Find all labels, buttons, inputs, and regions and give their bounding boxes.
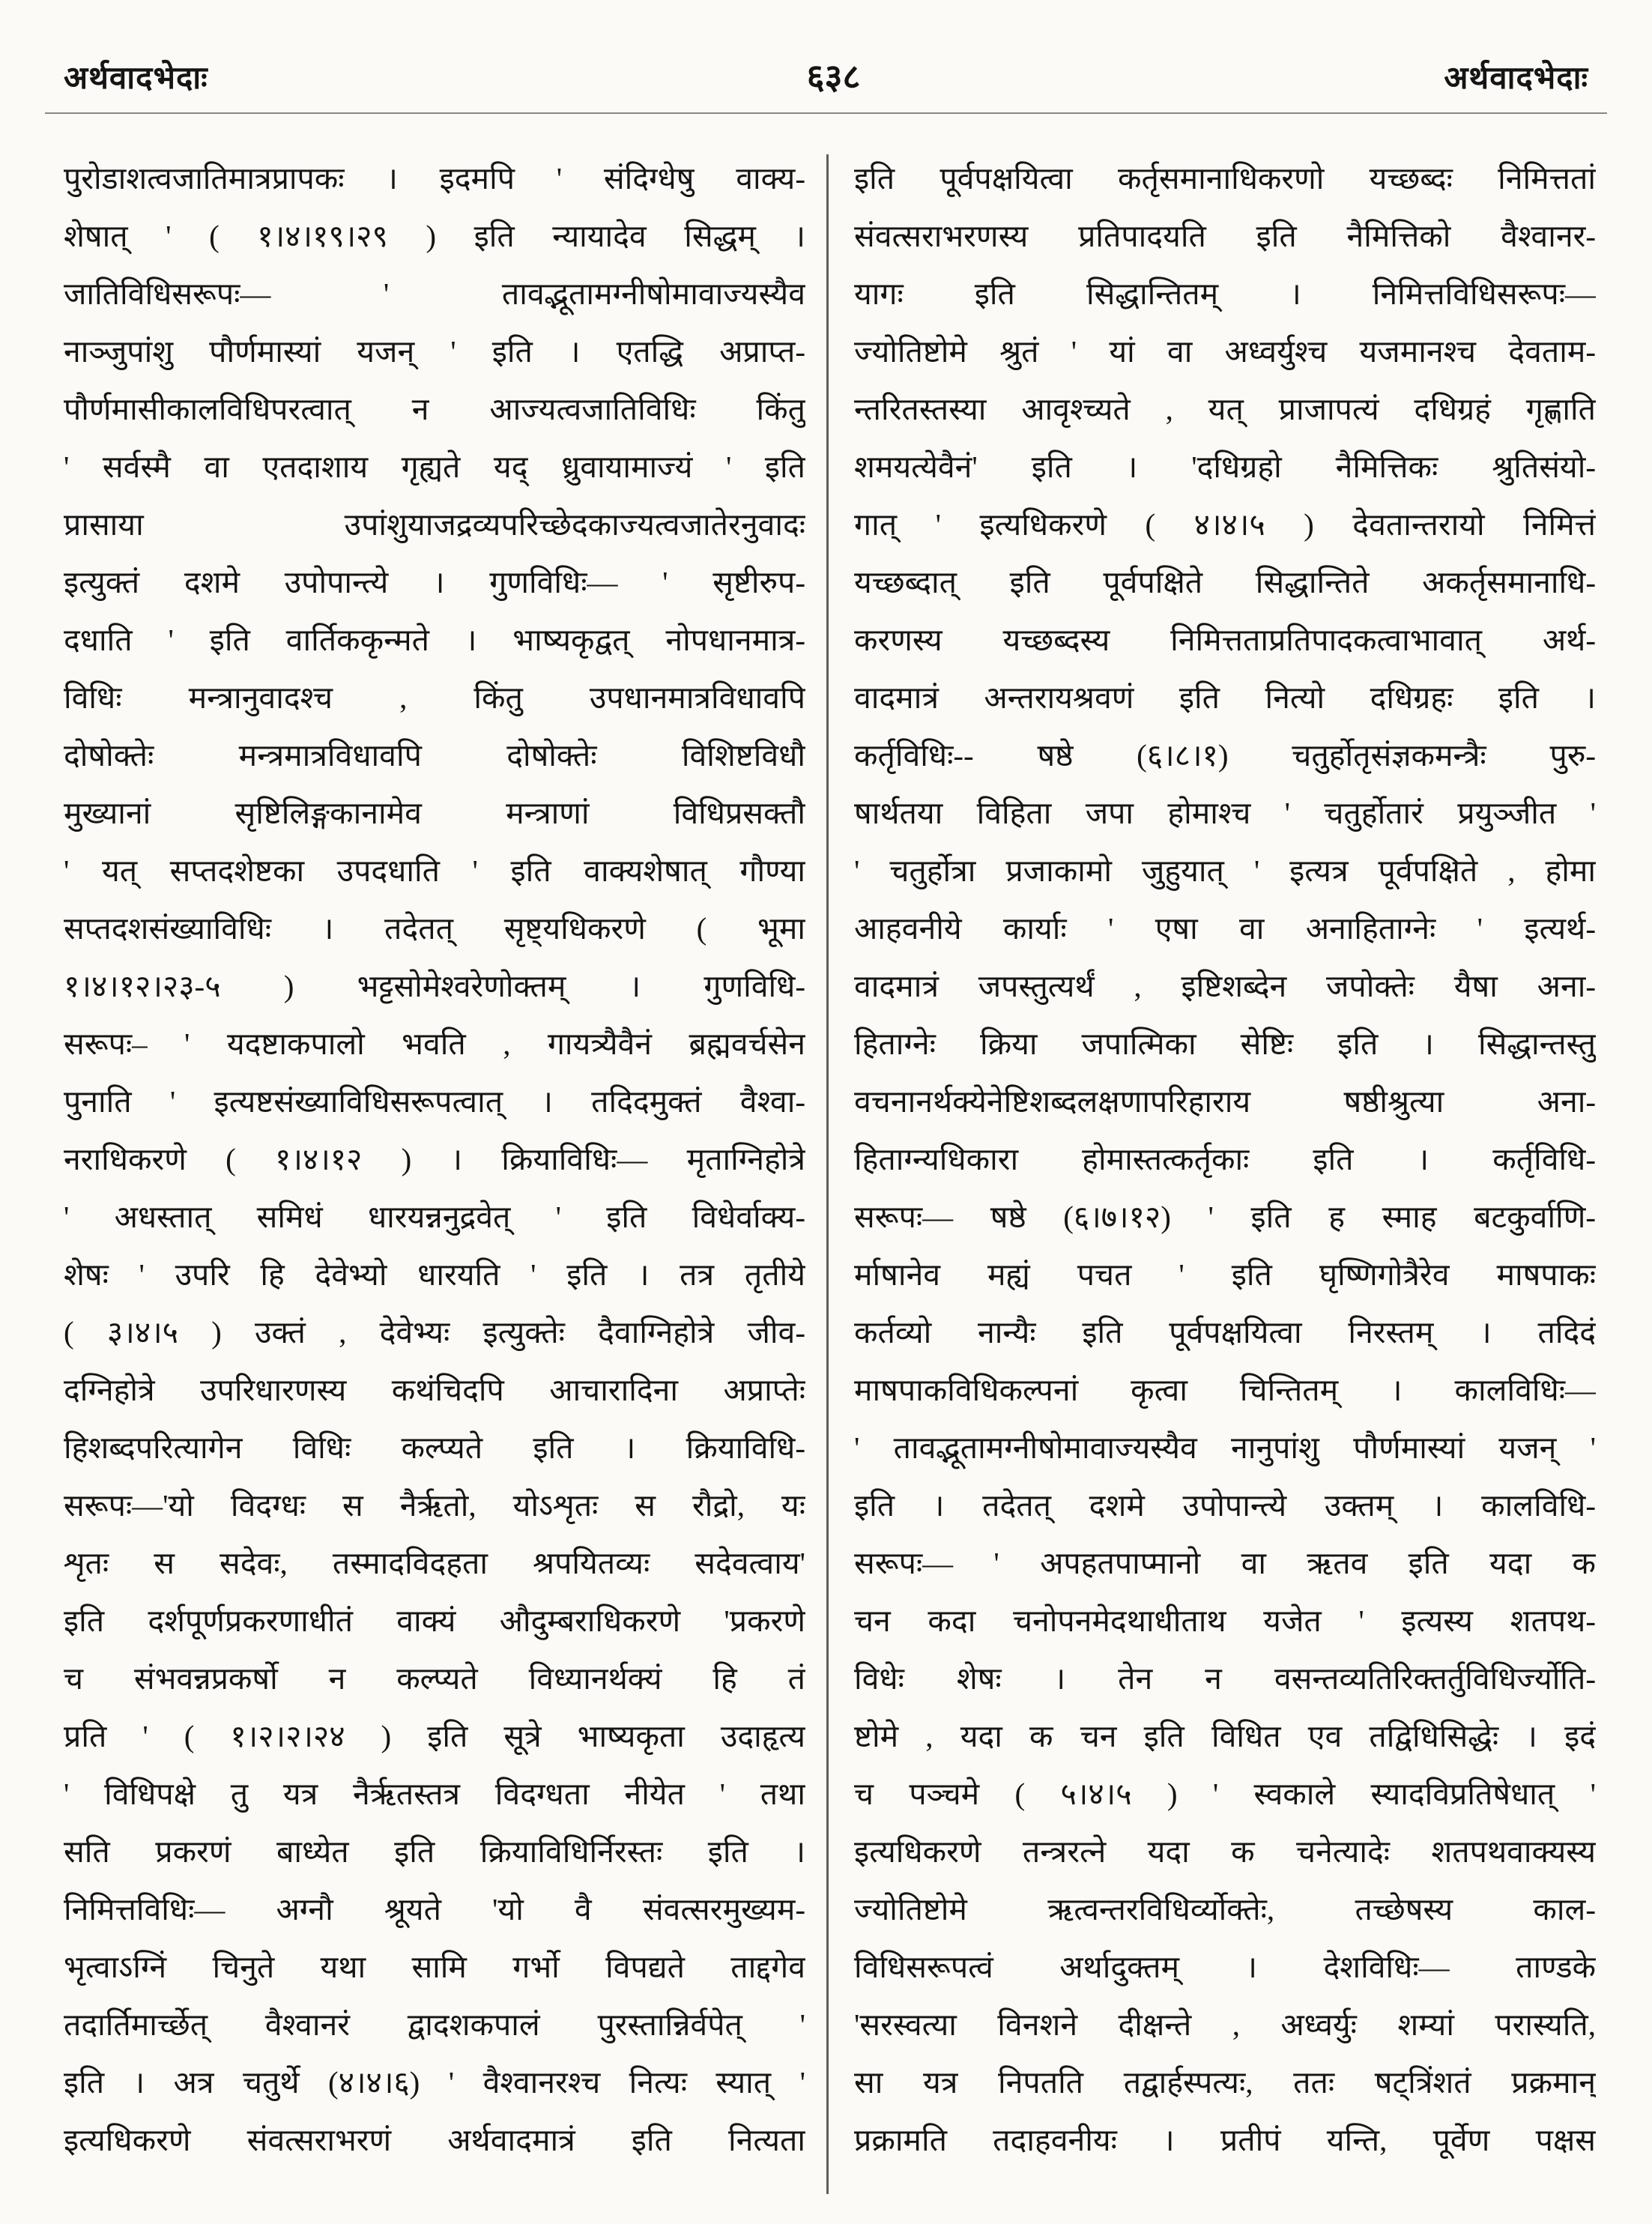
text-line: पौर्णमासीकालविधिपरत्वात् न आज्यत्वजातिविधिः किंतु	[64, 392, 805, 426]
text-line: सप्तदशसंख्याविधिः । तदेतत् सृष्ट्यधिकरणे ( भूमा	[64, 911, 805, 946]
text-line: हिताग्न्यधिकारा होमास्तत्कर्तृकाः इति । कर्तृविधि-	[854, 1142, 1596, 1176]
text-line: इति । तदेतत् दशमे उपोपान्त्ये उक्तम् । कालविधि-	[854, 1488, 1596, 1523]
text-line: र्माषानेव मह्यं पचत ' इति घृष्णिगोत्रैरेव माषपाकः	[854, 1257, 1596, 1292]
text-line: सरूपः— षष्ठे (६।७।१२) ' इति ह स्माह बटकुर्वाणि-	[854, 1200, 1596, 1234]
text-line: वादमात्रं जपस्तुत्यर्थं , इष्टिशब्देन जपोक्तेः यैषा अना-	[854, 969, 1596, 1003]
text-line: विधेः शेषः । तेन न वसन्तव्यतिरिक्तर्तुविधिर्ज्योति-	[854, 1661, 1596, 1696]
text-line: शेषात् ' ( १।४।१९।२९ ) इति न्यायादेव सिद्धम् ।	[64, 219, 805, 253]
left-column	[64, 150, 826, 2194]
text-line: दोषोक्तेः मन्त्रमात्रविधावपि दोषोक्तेः विशिष्टविधौ	[64, 738, 805, 773]
page-number: ६३८	[806, 58, 861, 96]
right-column	[829, 150, 1596, 2194]
text-line: कर्तव्यो नान्यैः इति पूर्वपक्षयित्वा निरस्तम् । तदिदं	[854, 1315, 1596, 1350]
text-line: गात् ' इत्यधिकरणे ( ४।४।५ ) देवतान्तरायो निमित्तं	[854, 507, 1596, 542]
text-line: ( ३।४।५ ) उक्तं , देवेभ्यः इत्युक्तेः दैवाग्निहोत्रे जीव-	[64, 1315, 805, 1350]
text-line: न्तरितस्तस्या आवृश्च्यते , यत् प्राजापत्यं दधिग्रहं गृह्णाति	[854, 392, 1596, 426]
text-line: पुरोडाशत्वजातिमात्रप्रापकः । इदमपि ' संदिग्धेषु वाक्य-	[64, 161, 805, 196]
text-line: विधिः मन्त्रानुवादश्च , किंतु उपधानमात्रविधावपि	[64, 680, 805, 715]
text-line: ' अधस्तात् समिधं धारयन्ननुद्रवेत् ' इति विधेर्वाक्य-	[64, 1200, 805, 1234]
text-line: शेषः ' उपरि हि देवेभ्यो धारयति ' इति । तत्र तृतीये	[64, 1257, 805, 1292]
text-line: नराधिकरणे ( १।४।१२ ) । क्रियाविधिः— मृताग्निहोत्रे	[64, 1142, 805, 1176]
text-line: चन कदा चनोपनमेदथाधीताथ यजेत ' इत्यस्य शतपथ-	[854, 1604, 1596, 1638]
text-line: सरूपः—'यो विदग्धः स नैर्ऋतो, योऽशृतः स रौद्रो, यः	[64, 1488, 805, 1523]
text-line: दधाति ' इति वार्तिककृन्मते । भाष्यकृद्वत् नोपधानमात्र-	[64, 623, 805, 657]
text-columns	[64, 150, 1596, 2194]
text-line: माषपाकविधिकल्पनां कृत्वा चिन्तितम् । कालविधिः—	[854, 1373, 1596, 1407]
text-line: च पञ्चमे ( ५।४।५ ) ' स्वकाले स्यादविप्रतिषेधात् '	[854, 1777, 1596, 1811]
text-line: सति प्रकरणं बाध्येत इति क्रियाविधिर्निरस्तः इति ।	[64, 1834, 805, 1869]
text-line: इत्यधिकरणे तन्त्ररत्ने यदा क चनेत्यादेः शतपथवाक्यस्य	[854, 1834, 1596, 1869]
text-line: इत्युक्तं दशमे उपोपान्त्ये । गुणविधिः— ' सृष्टीरुप-	[64, 565, 805, 599]
text-line: कर्तृविधिः-- षष्ठे (६।८।१) चतुर्होतृसंज्ञकमन्त्रैः पुरु-	[854, 738, 1596, 773]
text-line: ज्योतिष्टोमे ऋत्वन्तरविधिर्व्योक्तेः, तच्छेषस्य काल-	[854, 1892, 1596, 1927]
page-header	[64, 52, 1588, 99]
text-line: नाञ्जुपांशु पौर्णमास्यां यजन् ' इति । एतद्धि अप्राप्त-	[64, 334, 805, 369]
text-line: १।४।१२।२३-५ ) भट्टसोमेश्वरेणोक्तम् । गुणविधि-	[64, 969, 805, 1003]
text-line: शृतः स सदेवः, तस्मादविदहता श्रपयितव्यः सदेवत्वाय'	[64, 1546, 805, 1580]
text-line: निमित्तविधिः— अग्नौ श्रूयते 'यो वै संवत्सरमुख्यम-	[64, 1892, 805, 1927]
header-rule	[45, 112, 1607, 114]
text-line: प्रासाया उपांशुयाजद्रव्यपरिच्छेदकाज्यत्वजातेरनुवादः	[64, 507, 805, 542]
text-line: वचनानर्थक्येनेष्टिशब्दलक्षणापरिहाराय षष्ठीश्रुत्या अना-	[854, 1084, 1596, 1119]
column-divider	[826, 154, 829, 2194]
text-line: ष्टोमे , यदा क चन इति विधित एव तद्विधिसिद्धेः । इदं	[854, 1719, 1596, 1753]
text-line: यच्छब्दात् इति पूर्वपक्षिते सिद्धान्तिते अकर्तृसमानाधि-	[854, 565, 1596, 599]
text-line: तदार्तिमार्च्छेत् वैश्वानरं द्वादशकपालं पुरस्तान्निर्वपेत् '	[64, 2007, 805, 2042]
text-line: विधिसरूपत्वं अर्थादुक्तम् । देशविधिः— ताण्डके	[854, 1950, 1596, 1984]
text-line: जातिविधिसरूपः— ' तावद्भूतामग्नीषोमावाज्यस्यैव	[64, 277, 805, 311]
text-line: इति दर्शपूर्णप्रकरणाधीतं वाक्यं औदुम्बराधिकरणे 'प्रकरणे	[64, 1604, 805, 1638]
text-line: भृत्वाऽग्निं चिनुते यथा सामि गर्भो विपद्यते ताद्दगेव	[64, 1950, 805, 1984]
text-line: षार्थतया विहिता जपा होमाश्च ' चतुर्होतारं प्रयुञ्जीत '	[854, 796, 1596, 830]
text-line: संवत्सराभरणस्य प्रतिपादयति इति नैमित्तिको वैश्वानर-	[854, 219, 1596, 253]
running-title-right: अर्थवादभेदाः	[1444, 61, 1588, 96]
text-line: मुख्यानां सृष्टिलिङ्गकानामेव मन्त्राणां विधिप्रसक्तौ	[64, 796, 805, 830]
text-line: शमयत्येवैनं' इति । 'दधिग्रहो नैमित्तिकः श्रुतिसंयो-	[854, 450, 1596, 484]
text-line: ' तावद्भूतामग्नीषोमावाज्यस्यैव नानुपांशु पौर्णमास्यां यजन् '	[854, 1430, 1596, 1465]
text-line: सरूपः– ' यदष्टाकपालो भवति , गायत्र्यैवैनं ब्रह्मवर्चसेन	[64, 1027, 805, 1061]
text-line: करणस्य यच्छब्दस्य निमित्तताप्रतिपादकत्वाभावात् अर्थ-	[854, 623, 1596, 657]
text-line: आहवनीये कार्याः ' एषा वा अनाहिताग्नेः ' इत्यर्थ-	[854, 911, 1596, 946]
text-line: प्रति ' ( १।२।२।२४ ) इति सूत्रे भाष्यकृता उदाहृत्य	[64, 1719, 805, 1753]
text-line: वादमात्रं अन्तरायश्रवणं इति नित्यो दधिग्रहः इति ।	[854, 680, 1596, 715]
text-line: दग्निहोत्रे उपरिधारणस्य कथंचिदपि आचारादिना अप्राप्तेः	[64, 1373, 805, 1407]
text-line: ' चतुर्होत्रा प्रजाकामो जुहुयात् ' इत्यत्र पूर्वपक्षिते , होमा	[854, 853, 1596, 888]
text-line: ' विधिपक्षे तु यत्र नैर्ऋतस्तत्र विदग्धता नीयेत ' तथा	[64, 1777, 805, 1811]
text-line: ज्योतिष्टोमे श्रुतं ' यां वा अध्वर्युश्च यजमानश्च देवताम-	[854, 334, 1596, 369]
text-line: प्रक्रामति तदाहवनीयः । प्रतीपं यन्ति, पूर्वेण पक्षस	[854, 2123, 1596, 2157]
text-line: सरूपः— ' अपहतपाप्मानो वा ऋतव इति यदा क	[854, 1546, 1596, 1580]
text-line: इति । अत्र चतुर्थे (४।४।६) ' वैश्वानरश्च नित्यः स्यात् '	[64, 2065, 805, 2100]
text-line: इत्यधिकरणे संवत्सराभरणं अर्थवादमात्रं इति नित्यता	[64, 2123, 805, 2157]
text-line: यागः इति सिद्धान्तितम् । निमित्तविधिसरूपः—	[854, 277, 1596, 311]
text-line: सा यत्र निपतति तद्वार्हस्पत्यः, ततः षट्त्रिंशतं प्रक्रमान्	[854, 2065, 1596, 2100]
running-title-left: अर्थवादभेदाः	[64, 61, 208, 96]
text-line: इति पूर्वपक्षयित्वा कर्तृसमानाधिकरणो यच्छब्दः निमित्ततां	[854, 161, 1596, 196]
text-line: ' यत् सप्तदशेष्टका उपदधाति ' इति वाक्यशेषात् गौण्या	[64, 853, 805, 888]
text-line: च संभवन्नप्रकर्षो न कल्प्यते विध्यानर्थक्यं हि तं	[64, 1661, 805, 1696]
text-line: हिताग्नेः क्रिया जपात्मिका सेष्टिः इति । सिद्धान्तस्तु	[854, 1027, 1596, 1061]
text-line: 'सरस्वत्या विनशने दीक्षन्ते , अध्वर्युः शम्यां परास्यति,	[854, 2007, 1596, 2042]
text-line: ' सर्वस्मै वा एतदाशाय गृह्यते यद् ध्रुवायामाज्यं ' इति	[64, 450, 805, 484]
text-line: पुनाति ' इत्यष्टसंख्याविधिसरूपत्वात् । तदिदमुक्तं वैश्वा-	[64, 1084, 805, 1119]
text-line: हिशब्दपरित्यागेन विधिः कल्प्यते इति । क्रियाविधि-	[64, 1430, 805, 1465]
